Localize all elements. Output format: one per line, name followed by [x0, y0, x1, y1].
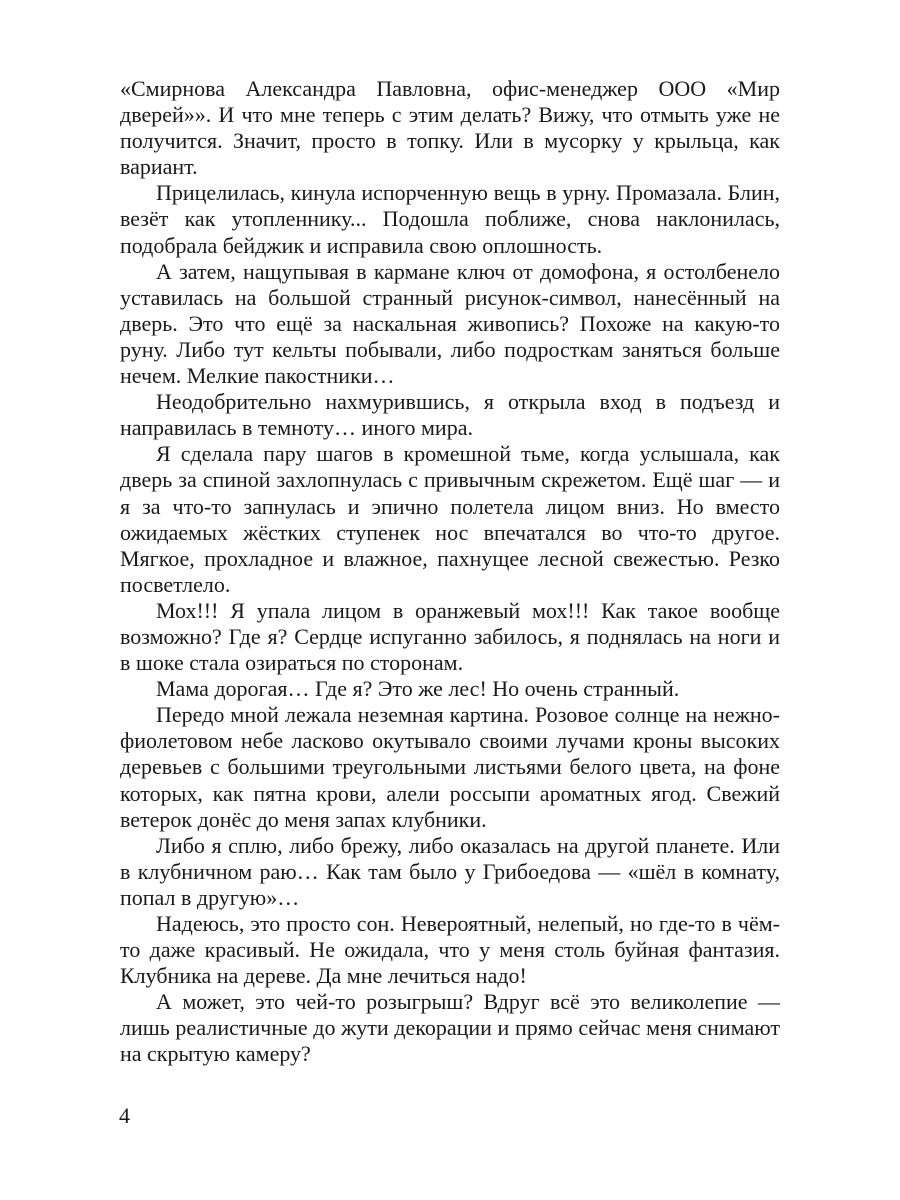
paragraph: Неодобрительно нахмурившись, я открыла вход в подъезд и направилась в темноту… иного мира. — [120, 389, 780, 441]
paragraph: А затем, нащупывая в кармане ключ от домофона, я остолбенело уставилась на большой странный рисунок-символ, нанесённый на дверь. Это что ещё за наскальная живопись? Похоже на какую-то руну. Либо тут кельты побывали, либо подросткам заняться больше нечем. Мелкие пакостники… — [120, 258, 780, 389]
page-number: 4 — [119, 1103, 130, 1128]
paragraph: Я сделала пару шагов в кромешной тьме, когда услышала, как дверь за спиной захлопнулась с привычным скрежетом. Ещё шаг — и я за что-то запнулась и эпично полетела лицом вниз. Но вместо ожидаемых жёстких ступенек нос впечатался во что-то другое. Мягкое, прохладное и влажное, пахнущее лесной свежестью. Резко посветлело. — [120, 441, 780, 597]
paragraph: Прицелилась, кинула испорченную вещь в урну. Промазала. Блин, везёт как утопленнику... Подошла поближе, снова наклонилась, подобрала бейджик и исправила свою оплошность. — [120, 180, 780, 258]
paragraph: Либо я сплю, либо брежу, либо оказалась на другой планете. Или в клубничном раю… Как там было у Грибоедова — «шёл в комнату, попал в другую»… — [120, 832, 780, 910]
paragraph: А может, это чей-то розыгрыш? Вдруг всё это великолепие — лишь реалистичные до жути декорации и прямо сейчас меня снимают на скрытую камеру? — [120, 989, 780, 1067]
body-text — [120, 76, 780, 1068]
paragraph: Передо мной лежала неземная картина. Розовое солнце на нежно-фиолетовом небе ласково окутывало своими лучами кроны высоких деревьев с большими треугольными листьями белого цвета, на фоне которых, как пятна крови, алели россыпи ароматных ягод. Свежий ветерок донёс до меня запах клубники. — [120, 702, 780, 832]
paragraph: Мама дорогая… Где я? Это же лес! Но очень странный. — [156, 676, 680, 702]
paragraph: Надеюсь, это просто сон. Невероятный, нелепый, но где-то в чём-то даже красивый. Не ожидала, что у меня столь буйная фантазия. Клубника на дереве. Да мне лечиться надо! — [120, 911, 780, 989]
paragraph: Мох!!! Я упала лицом в оранжевый мох!!! Как такое вообще возможно? Где я? Сердце испуганно забилось, я поднялась на ноги и в шоке стала озираться по сторонам. — [120, 597, 780, 676]
paragraph: «Смирнова Александра Павловна, офис-менеджер ООО «Мир дверей»». И что мне теперь с этим делать? Вижу, что отмыть уже не получится. Значит, просто в топку. Или в мусорку у крыльца, как вариант. — [120, 76, 780, 180]
